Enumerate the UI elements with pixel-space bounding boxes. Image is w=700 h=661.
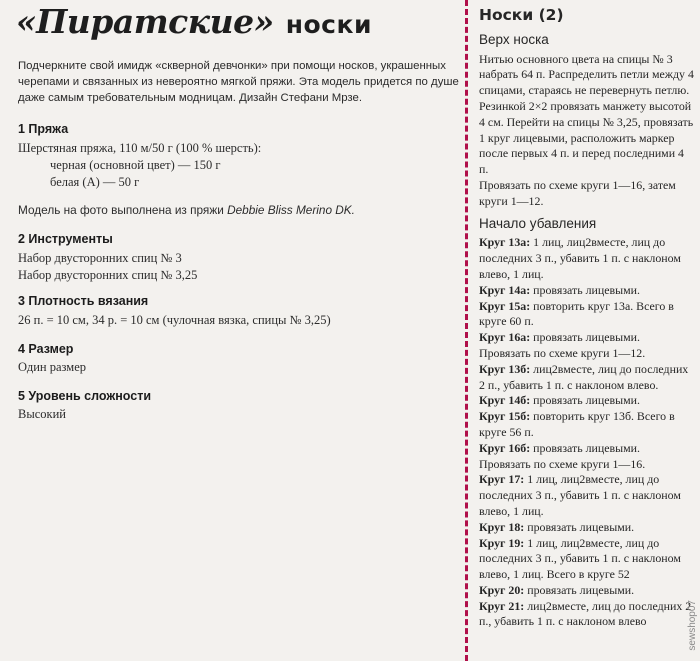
- section-yarn-heading: 1 Пряжа: [18, 122, 69, 136]
- round-label: Круг 13б:: [479, 361, 531, 376]
- yarn-line-1: Шерстяная пряжа, 110 м/50 г (100 % шерсть):: [18, 141, 262, 155]
- section-level-heading: 5 Уровень сложности: [18, 389, 152, 403]
- round-text: провязать лицевыми.: [524, 519, 635, 534]
- round-label: Круг 15б:: [479, 409, 531, 424]
- round-instruction: [479, 472, 695, 519]
- section-size-heading: 4 Размер: [18, 342, 74, 356]
- round-instruction: [479, 235, 695, 282]
- round-text: провязать лицевыми.: [524, 582, 635, 597]
- model-note: [18, 202, 355, 219]
- round-text: провязать лицевыми.: [530, 282, 641, 297]
- intro-paragraph: Подчеркните свой имидж «скверной девчонки» при помощи носков, украшенных черепами и связанных из невероятно мягкой пряжи. Эта модель придется по душе даже самым требовательным модницам. Дизайн Стефани Мрзе.: [18, 60, 459, 104]
- round-instruction: [479, 457, 695, 473]
- round-label: Круг 13а:: [479, 235, 531, 250]
- round-text: повторить круг 13б. Всего в круге 56 п.: [479, 409, 675, 439]
- round-instruction: [479, 583, 695, 599]
- round-text: 1 лиц, лиц2вместе, лиц до последних 3 п., убавить 1 п. с наклоном влево, 1 лиц.: [479, 472, 681, 518]
- round-instruction: [479, 299, 695, 331]
- round-text: 1 лиц, лиц2вместе, лиц до последних 3 п., убавить 1 п. с наклоном влево, 1 лиц.: [479, 235, 681, 281]
- round-instruction: [479, 409, 695, 441]
- round-label: Круг 16а:: [479, 330, 531, 345]
- watermark: sewshop07: [687, 600, 698, 651]
- round-text: Провязать по схеме круги 1—12.: [479, 345, 646, 360]
- round-instruction: [479, 283, 695, 299]
- yarn-line-2: черная (основной цвет) — 150 г: [50, 158, 221, 172]
- round-instruction: [479, 330, 695, 346]
- tools-line-2: Набор двусторонних спиц № 3,25: [18, 268, 198, 282]
- round-label: Круг 21:: [479, 598, 525, 613]
- section-gauge-heading: 3 Плотность вязания: [18, 294, 149, 308]
- round-label: Круг 14а:: [479, 282, 531, 297]
- yarn-line-3: белая (А) — 50 г: [50, 175, 140, 189]
- round-label: Круг 17:: [479, 472, 525, 487]
- section-tools-body: [18, 250, 197, 284]
- round-instruction: [479, 536, 695, 583]
- paragraph-chart: Провязать по схеме круги 1—16, затем круги 1—12.: [479, 177, 676, 208]
- round-text: провязать лицевыми.: [530, 440, 641, 455]
- round-instruction: [479, 393, 695, 409]
- title-word: носки: [285, 10, 372, 39]
- section-tools-heading: 2 Инструменты: [18, 232, 113, 246]
- level-line-1: Высокий: [18, 407, 66, 421]
- gauge-line-1: 26 п. = 10 см, 34 р. = 10 см (чулочная вязка, спицы № 3,25): [18, 313, 331, 327]
- title-script: «Пиратские»: [16, 2, 274, 41]
- round-label: Круг 18:: [479, 519, 525, 534]
- round-instruction: [479, 520, 695, 536]
- round-instruction: [479, 599, 695, 631]
- round-text: 1 лиц, лиц2вместе, лиц до последних 3 п., убавить 1 п. с наклоном влево, 1 лиц. Всего в круге 52: [479, 535, 681, 582]
- paragraph-cuff: Резинкой 2×2 провязать манжету высотой 4 см. Перейти на спицы № 3,25, провязать 1 круг лицевыми, расположить маркер после первых 4 п. и перед последними 4 п.: [479, 98, 694, 177]
- round-label: Круг 14б:: [479, 393, 531, 408]
- round-text: Провязать по схеме круги 1—16.: [479, 456, 646, 471]
- paragraph-cast-on: Нитью основного цвета на спицы № 3 набрать 64 п. Распределить петли между 4 спицами, стараясь не перевернуть петлю.: [479, 51, 694, 98]
- round-label: Круг 20:: [479, 582, 525, 597]
- round-instruction: [479, 362, 695, 394]
- subheading-decrease: Начало убавления: [479, 215, 597, 231]
- size-line-1: Один размер: [18, 360, 86, 374]
- round-text: провязать лицевыми.: [530, 393, 641, 408]
- round-text: лиц2вместе, лиц до последних 2 п., убавить 1 п. с наклоном влево.: [479, 361, 689, 392]
- column-divider: [465, 0, 468, 661]
- round-instruction: [479, 346, 695, 362]
- round-label: Круг 19:: [479, 535, 525, 550]
- page-title: [16, 2, 372, 41]
- round-label: Круг 16б:: [479, 440, 531, 455]
- model-note-yarn: Debbie Bliss Merino DK.: [227, 203, 355, 217]
- decrease-rows: [479, 235, 695, 630]
- right-column: [479, 8, 695, 630]
- round-instruction: [479, 441, 695, 457]
- round-text: провязать лицевыми.: [530, 330, 641, 345]
- section-yarn-body: [18, 140, 261, 191]
- right-title: Носки (2): [479, 6, 564, 24]
- subheading-top: Верх носка: [479, 31, 549, 47]
- model-note-prefix: Модель на фото выполнена из пряжи: [18, 203, 224, 217]
- round-label: Круг 15а:: [479, 298, 531, 313]
- round-text: повторить круг 13а. Всего в круге 60 п.: [479, 298, 674, 329]
- round-text: лиц2вместе, лиц до последних 2 п., убавить 1 п. с наклоном влево: [479, 598, 692, 629]
- tools-line-1: Набор двусторонних спиц № 3: [18, 251, 182, 265]
